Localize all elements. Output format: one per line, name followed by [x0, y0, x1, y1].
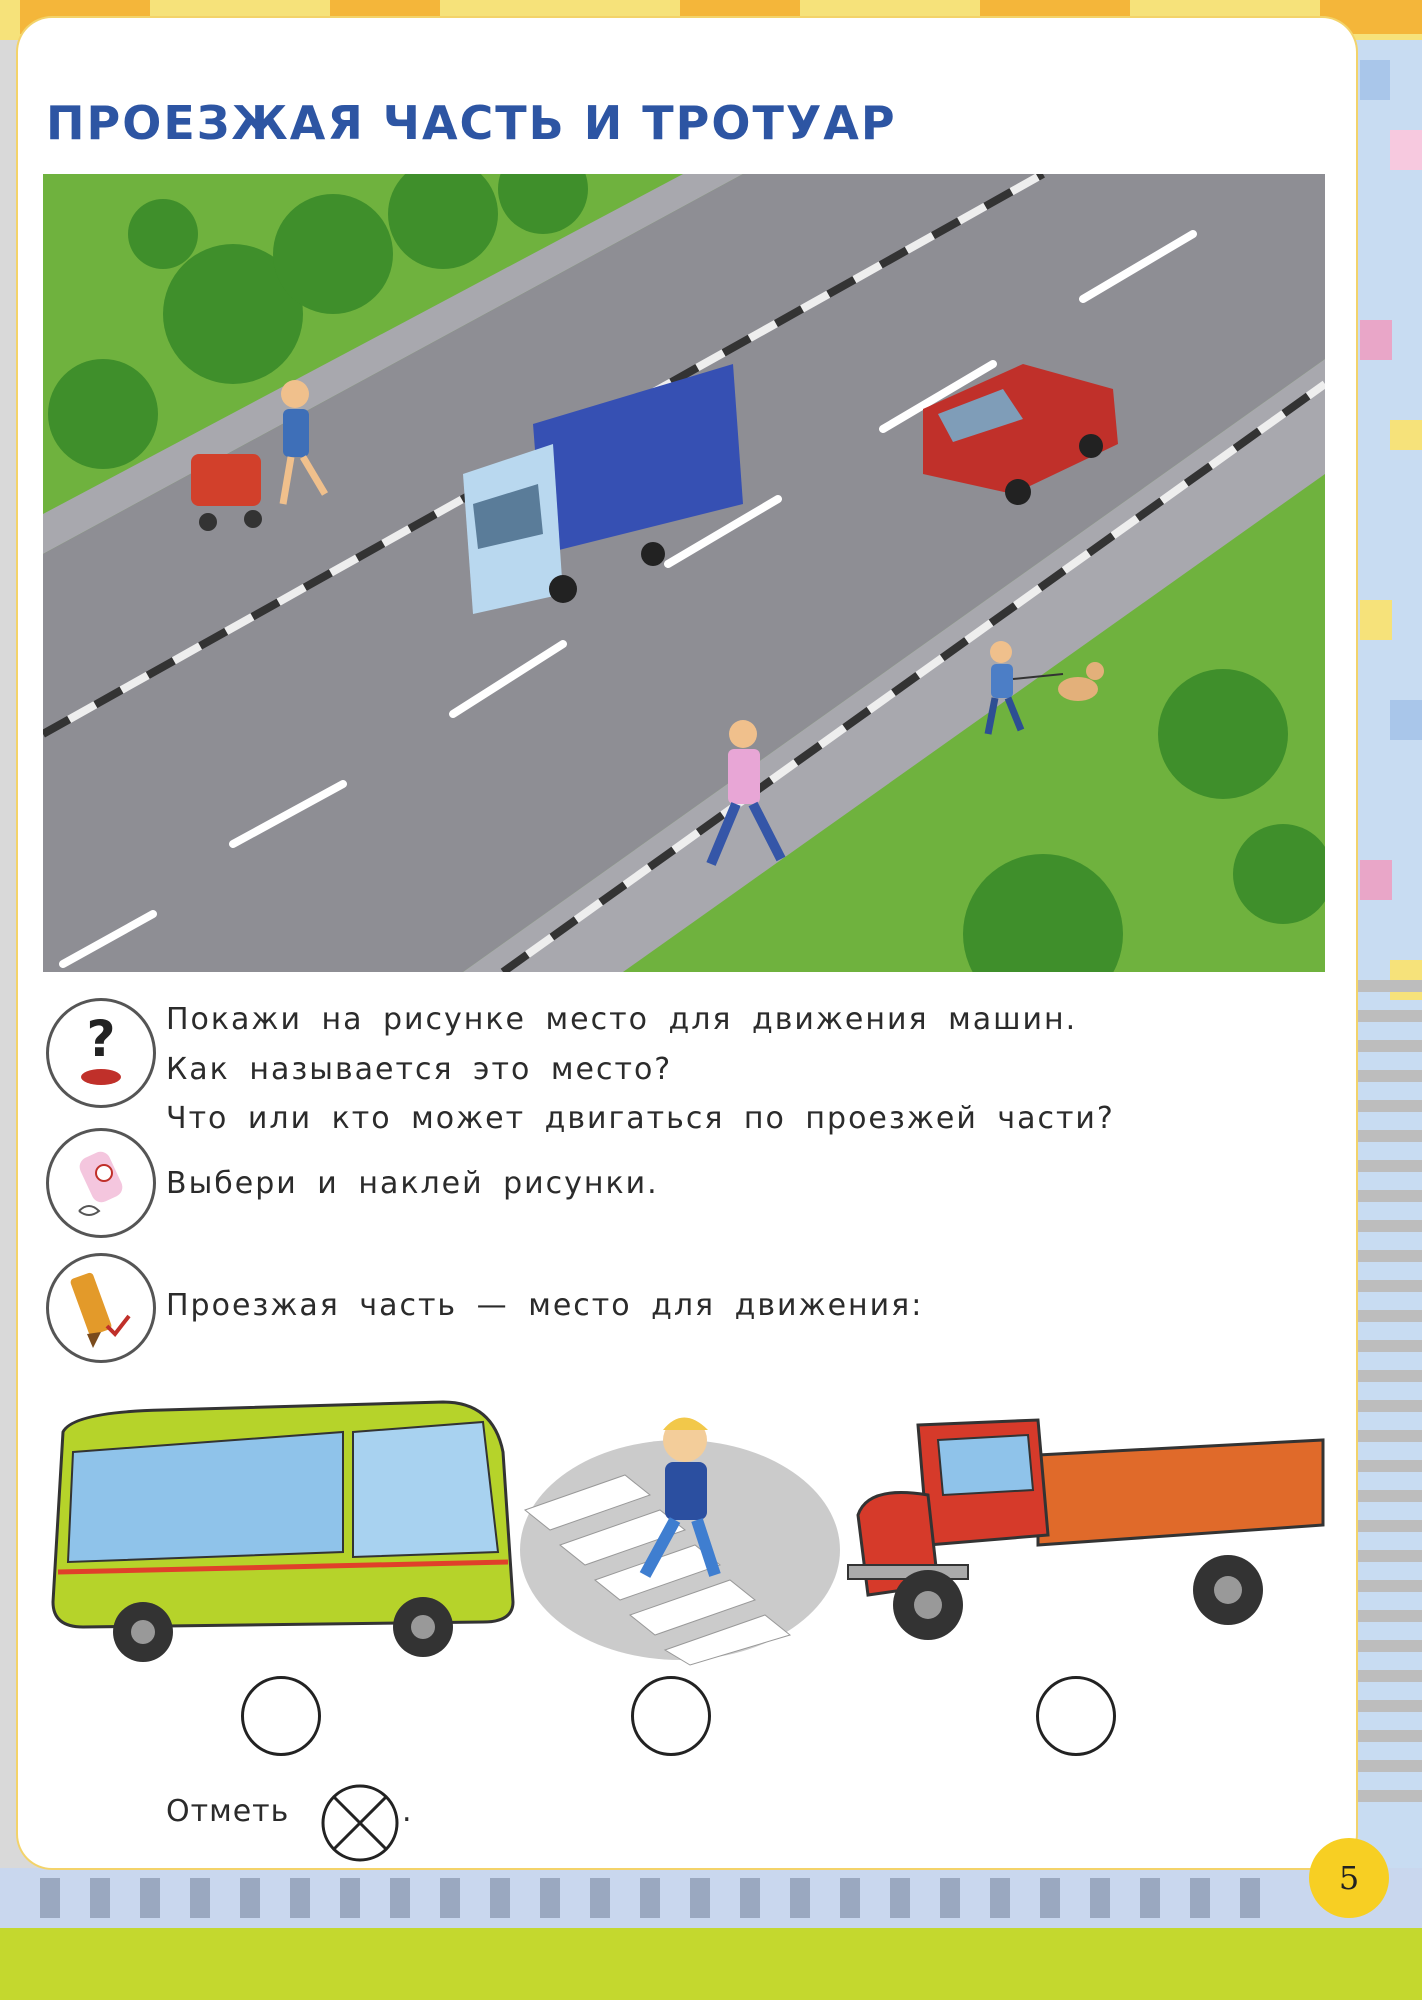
pedestrian-crossing-illustration — [515, 1400, 845, 1670]
answer-circle-truck[interactable] — [1036, 1676, 1116, 1756]
page-number: 5 — [1309, 1838, 1389, 1918]
mark-instruction: Отметь — [166, 1794, 290, 1829]
question-mouth-icon — [46, 998, 156, 1108]
page-title: ПРОЕЗЖАЯ ЧАСТЬ И ТРОТУАР — [46, 96, 897, 150]
bus-illustration — [43, 1372, 515, 1672]
svg-text:?: ? — [86, 1010, 116, 1068]
pencil-icon — [46, 1253, 156, 1363]
road-scene-illustration — [43, 174, 1325, 972]
sticker-instruction: Выбери и наклей рисунки. — [166, 1166, 659, 1201]
question-line-1: Покажи на рисунке место для движения машин. — [166, 1002, 1078, 1037]
pencil-instruction: Проезжая часть — место для движения: — [166, 1288, 924, 1323]
glue-sticker-icon — [46, 1128, 156, 1238]
question-line-3: Что или кто может двигаться по проезжей части? — [166, 1101, 1115, 1136]
mark-instruction-period: . — [402, 1794, 412, 1829]
truck-illustration — [838, 1385, 1328, 1655]
answer-circle-bus[interactable] — [241, 1676, 321, 1756]
answer-circle-crossing[interactable] — [631, 1676, 711, 1756]
question-line-2: Как называется это место? — [166, 1052, 673, 1087]
crossed-circle-icon — [320, 1783, 400, 1863]
